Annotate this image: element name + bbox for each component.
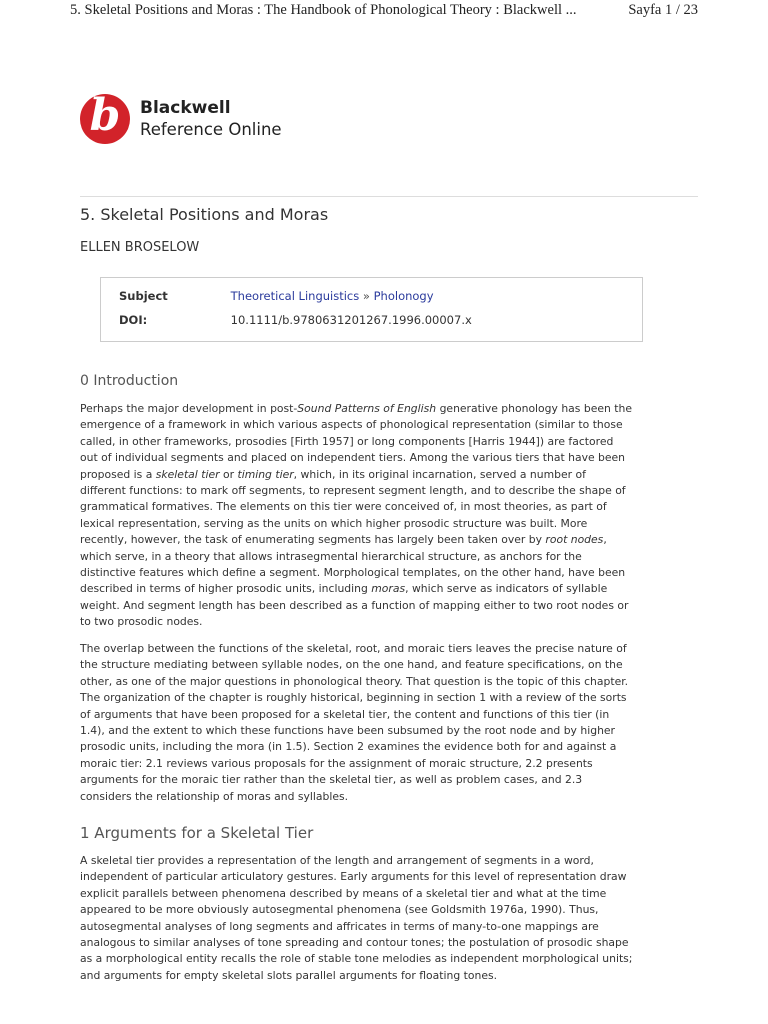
paragraph-line: considers the relationship of moras and syllables. bbox=[80, 789, 349, 803]
logo-text bbox=[140, 97, 282, 141]
article-author: ELLEN BROSELOW bbox=[80, 240, 200, 255]
paragraph-line: lexical representation, serving as the units on which higher prosodic structure was built. More bbox=[80, 516, 588, 530]
paragraph-line: emergence of a framework in which various aspects of phonological representation (similar to those bbox=[80, 418, 623, 432]
print-page-title: 5. Skeletal Positions and Moras : The Handbook of Phonological Theory : Blackwell ... bbox=[70, 2, 577, 18]
doi-value[interactable]: 10.1111/b.9780631201267.1996.00007.x bbox=[230, 313, 472, 327]
paragraph-line: as a morphological entity recalls the role of stable tone melodies as independent morphological units; bbox=[80, 952, 633, 966]
paragraph-line: analogous to similar analyses of tone spreading and contour tones; the postulation of prosodic shape bbox=[80, 936, 629, 950]
paragraph-line: recently, however, the task of enumerating segments has largely been taken over by root nodes, bbox=[80, 533, 607, 547]
emphasis-text: root nodes bbox=[545, 533, 604, 547]
paragraph-line: which serve, in a theory that allows intrasegmental hierarchical structure, as anchors for the bbox=[80, 549, 582, 563]
paragraph-line: The organization of the chapter is roughly historical, beginning in section 1 with a review of the sorts bbox=[80, 691, 627, 705]
emphasis-text: timing tier bbox=[237, 467, 294, 481]
paragraph-line: distinctive features which define a segment. Morphological templates, on the other hand, have been bbox=[80, 566, 626, 580]
header-divider bbox=[80, 196, 698, 197]
paragraph-line: described in terms of higher prosodic units, including moras, which serve as indicators of syllable bbox=[80, 582, 608, 596]
metadata-box bbox=[100, 277, 643, 342]
subject-link-theoretical-linguistics[interactable]: Theoretical Linguistics bbox=[230, 289, 360, 303]
paragraph-line: out of individual segments and placed on independent tiers. Among the various tiers that have been bbox=[80, 451, 626, 465]
print-page-counter: Sayfa 1 / 23 bbox=[628, 2, 698, 18]
paragraph-line: grammatical formatives. The elements on this tier were conceived of, in most theories, as part of bbox=[80, 500, 607, 514]
browser-print-header bbox=[70, 2, 698, 19]
paragraph-line: other, as one of the major questions in phonological theory. That question is the topic of this chapter. bbox=[80, 674, 629, 688]
emphasis-text: Sound Patterns of English bbox=[297, 402, 437, 415]
section-heading-introduction: 0 Introduction bbox=[80, 373, 179, 389]
paragraph-line: called, in other frameworks, prosodies [Firth 1957] or long components [Harris 1944]) are factored bbox=[80, 434, 614, 448]
intro-paragraph-2 bbox=[80, 641, 685, 805]
logo-brand: Blackwell bbox=[140, 98, 231, 118]
paragraph-line: prosodic units, including the mora (in 1.5). Section 2 examines the evidence both for and against a bbox=[80, 740, 617, 754]
logo-mark-letter: b bbox=[89, 90, 121, 141]
subject-separator: » bbox=[359, 289, 374, 303]
paragraph-line: appeared to be more obviously autosegmental phenomena (see Goldsmith 1976a, 1990). Thus, bbox=[80, 903, 599, 917]
emphasis-text: moras bbox=[371, 582, 406, 596]
skeletal-tier-paragraph-1 bbox=[80, 853, 685, 984]
paragraph-line: the structure mediating between syllable nodes, on the one hand, and feature specifications, on the bbox=[80, 658, 623, 672]
paragraph-line: The overlap between the functions of the skeletal, root, and moraic tiers leaves the precise nature of bbox=[80, 642, 627, 655]
paragraph-line: different functions: to mark off segments, to represent segment length, and to describe the shape of bbox=[80, 484, 626, 498]
paragraph-line: 1.4), and the extent to which these functions have been subsumed by the root node and by higher bbox=[80, 724, 615, 738]
paragraph-line: independent of particular articulatory gestures. Early arguments for this level of representation draw bbox=[80, 870, 627, 884]
paragraph-line: moraic tier: 2.1 reviews various proposals for the assignment of moraic structure, 2.2 presents bbox=[80, 756, 593, 770]
emphasis-text: skeletal tier bbox=[155, 467, 220, 481]
doi-label: DOI: bbox=[119, 313, 148, 327]
paragraph-line: explicit parallels between phenomena described by means of a skeletal tier and what at the time bbox=[80, 886, 607, 900]
article-title: 5. Skeletal Positions and Moras bbox=[80, 205, 329, 224]
paragraph-line: of arguments that have been proposed for a skeletal tier, the content and functions of this tier (in bbox=[80, 707, 610, 721]
paragraph-line: proposed is a skeletal tier or timing tier, which, in its original incarnation, served a number of bbox=[80, 467, 586, 481]
paragraph-line: weight. And segment length has been described as a function of mapping either to two root nodes or bbox=[80, 598, 629, 612]
logo-subtitle: Reference Online bbox=[140, 120, 282, 139]
paragraph-line: autosegmental analyses of long segments and affricates in terms of many-to-one mappings are bbox=[80, 919, 599, 933]
subject-link-phonology[interactable]: Pholonogy bbox=[373, 289, 434, 303]
paragraph-line: arguments for the moraic tier rather than the skeletal tier, as well as problem cases, and 2.3 bbox=[80, 773, 583, 787]
paragraph-line: and arguments for empty skeletal slots parallel arguments for floating tones. bbox=[80, 968, 498, 982]
subject-row bbox=[119, 289, 434, 303]
blackwell-logo[interactable] bbox=[80, 90, 282, 144]
intro-paragraph-1 bbox=[80, 401, 685, 631]
paragraph-line: A skeletal tier provides a representation of the length and arrangement of segments in a word, bbox=[80, 854, 594, 867]
paragraph-line: to two prosodic nodes. bbox=[80, 615, 203, 629]
blackwell-b-icon bbox=[80, 90, 130, 144]
paragraph-line: Perhaps the major development in post-Sound Patterns of English generative phonology has been the bbox=[80, 402, 632, 415]
section-heading-skeletal-tier: 1 Arguments for a Skeletal Tier bbox=[80, 824, 314, 842]
subject-label: Subject bbox=[119, 289, 168, 303]
doi-row bbox=[119, 313, 472, 327]
